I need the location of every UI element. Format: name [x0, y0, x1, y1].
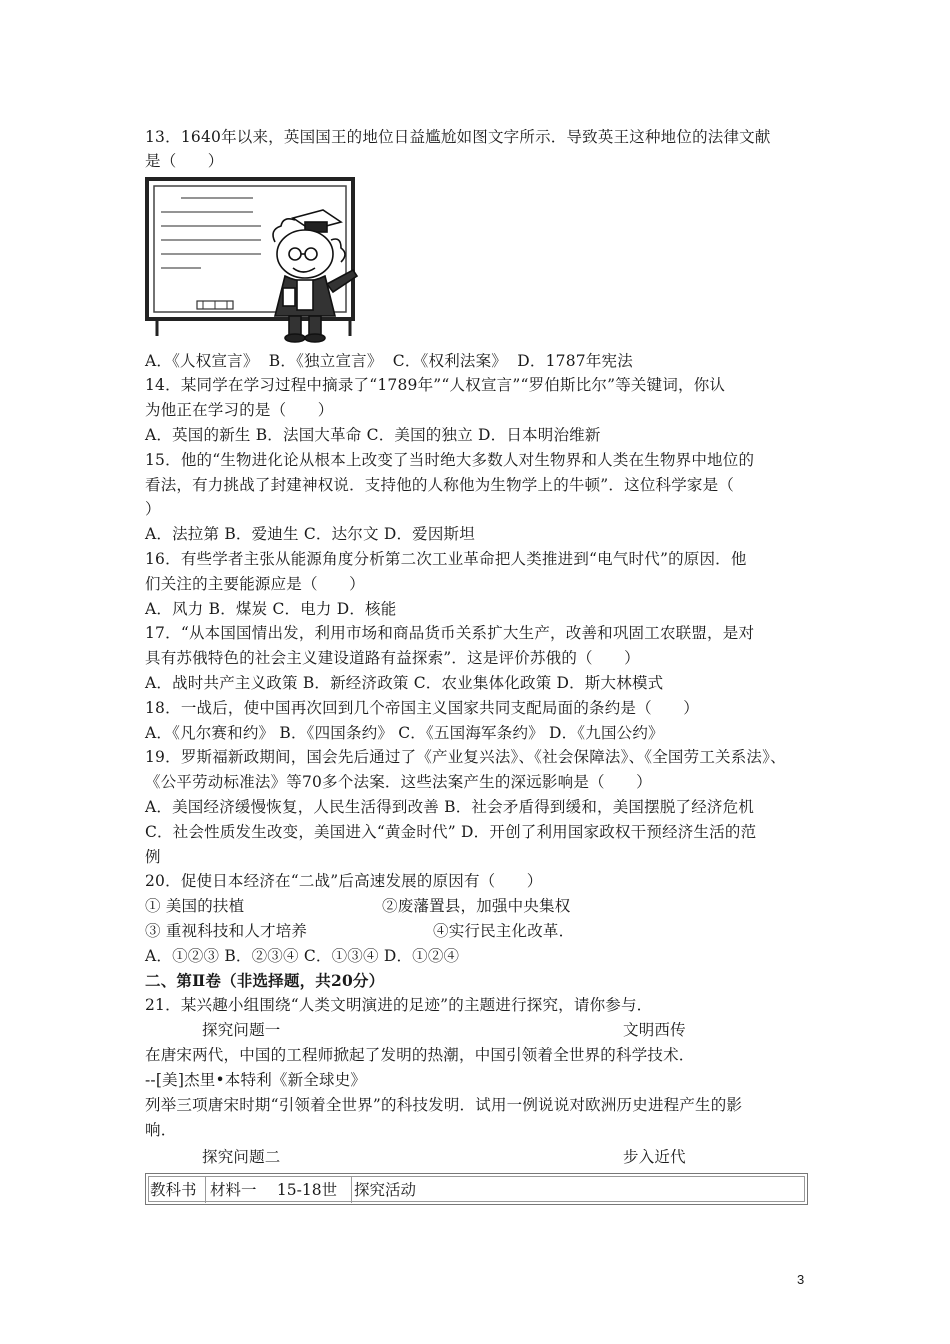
q18-options: A．《凡尔赛和约》 B．《四国条约》 C．《五国海军条约》 D．《九国公约》 [145, 724, 664, 742]
q20-stem-line1: 20．促使日本经济在“二战”后高速发展的原因有（ ） [145, 872, 543, 890]
section-2-heading: 二、第Ⅱ卷（非选择题，共20分） [145, 971, 385, 990]
table-divider [205, 1177, 206, 1203]
material-source: --[美]杰里•本特利《新全球史》 [145, 1071, 367, 1089]
q16-stem-line2: 们关注的主要能源应是（ ） [145, 575, 365, 593]
q20-options: A．①②③ B．②③④ C．①③④ D．①②④ [145, 947, 460, 965]
q17-stem-line2: 具有苏俄特色的社会主义建设道路有益探索”．这是评价苏俄的（ ） [145, 649, 640, 667]
q19-stem-line1: 19．罗斯福新政期间，国会先后通过了《产业复兴法》、《社会保障法》、《全国劳工关系法》、 [145, 748, 786, 766]
q17-stem-line1: 17．“从本国国情出发，利用市场和商品货币关系扩大生产，改善和巩固工农联盟，是对 [145, 624, 755, 642]
q13-cartoon-figure [145, 176, 367, 344]
q15-stem-line1: 15．他的“生物进化论从根本上改变了当时绝大多数人对生物界和人类在生物界中地位的 [145, 451, 755, 469]
q19-options-line2: C．社会性质发生改变，美国进入“黄金时代” D．开创了利用国家政权干预经济生活的范 [145, 823, 757, 841]
q20-item-4: ④实行民主化改革． [433, 922, 575, 940]
q13-stem-line2: 是（ ） [145, 152, 224, 170]
q13-options: A．《人权宣言》 B．《独立宣言》 C．《权利法案》 D．1787年宪法 [145, 352, 633, 370]
blackboard-cartoon-image [145, 176, 367, 344]
q17-options: A．战时共产主义政策 B．新经济政策 C．农业集体化政策 D．斯大林模式 [145, 674, 664, 692]
table-cell-textbook: 教科书 [150, 1181, 197, 1199]
topic2-title: 步入近代 [623, 1148, 686, 1166]
inquiry-table-row [148, 1176, 805, 1202]
page-number: 3 [797, 1272, 805, 1287]
topic1-title: 文明西传 [623, 1021, 686, 1039]
table-divider [351, 1177, 352, 1203]
q16-stem-line1: 16．有些学者主张从能源角度分析第二次工业革命把人类推进到“电气时代”的原因．他 [145, 550, 747, 568]
q15-options: A．法拉第 B．爱迪生 C．达尔文 D．爱因斯坦 [145, 525, 475, 543]
q16-options: A．风力 B．煤炭 C．电力 D．核能 [145, 600, 397, 618]
q14-options: A．英国的新生 B．法国大革命 C．美国的独立 D．日本明治维新 [145, 426, 601, 444]
inquiry-table [145, 1173, 808, 1205]
q20-item-2: ②废藩置县，加强中央集权 [382, 897, 571, 915]
q19-stem-line2: 《公平劳动标准法》等70多个法案．这些法案产生的深远影响是（ ） [145, 773, 652, 791]
material-text: 在唐宋两代，中国的工程师掀起了发明的热潮，中国引领着全世界的科学技术． [145, 1046, 695, 1064]
topic1-label: 探究问题一 [202, 1021, 281, 1039]
q14-stem-line1: 14．某同学在学习过程中摘录了“1789年”“人权宣言”“罗伯斯比尔”等关键词，你认 [145, 376, 726, 394]
topic2-label: 探究问题二 [202, 1148, 281, 1166]
table-cell-material: 材料一 15-18世 [210, 1181, 338, 1199]
q20-item-3: ③ 重视科技和人才培养 [145, 922, 308, 940]
q18-stem-line1: 18．一战后，使中国再次回到几个帝国主义国家共同支配局面的条约是（ ） [145, 699, 699, 717]
q20-item-1: ① 美国的扶植 [145, 897, 245, 915]
q19-options-line3: 例 [145, 848, 161, 866]
q15-stem-line3: ） [145, 500, 161, 518]
q15-stem-line2: 看法，有力挑战了封建神权说．支持他的人称他为生物学上的牛顿”．这位科学家是（ [145, 476, 735, 494]
q13-stem-line1: 13．1640年以来，英国国王的地位日益尴尬如图文字所示．导致英王这种地位的法律文献 [145, 128, 771, 146]
q19-options-line1: A．美国经济缓慢恢复，人民生活得到改善 B．社会矛盾得到缓和，美国摆脱了经济危机 [145, 798, 755, 816]
task-line1: 列举三项唐宋时期“引领着全世界”的科技发明．试用一例说说对欧洲历史进程产生的影 [145, 1096, 743, 1114]
task-line2: 响． [145, 1121, 177, 1139]
q14-stem-line2: 为他正在学习的是（ ） [145, 401, 334, 419]
q21-stem: 21．某兴趣小组围绕“人类文明演进的足迹”的主题进行探究，请你参与． [145, 996, 653, 1014]
table-cell-activity: 探究活动 [354, 1181, 417, 1199]
